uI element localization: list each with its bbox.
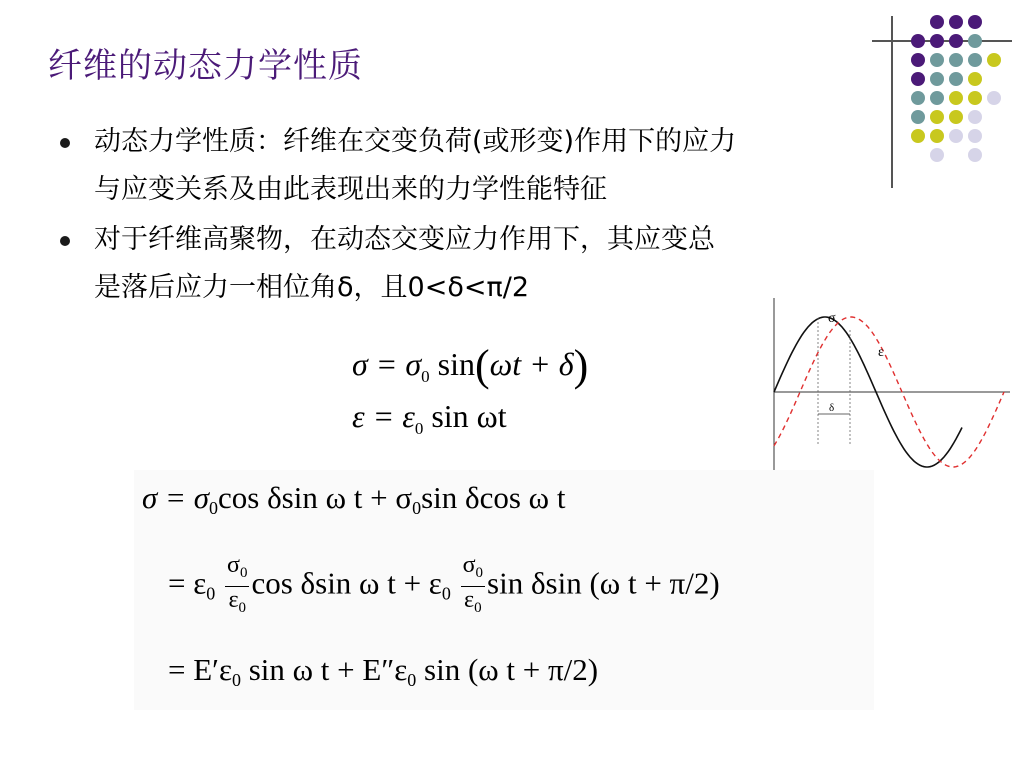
eq-text: σ: [462, 552, 476, 578]
eq-subscript: 0: [231, 670, 241, 690]
eq-subscript: 0: [238, 600, 247, 616]
strain-equation: [352, 398, 507, 439]
decor-dot: [930, 72, 944, 86]
decor-dot: [911, 72, 925, 86]
decor-dot: [949, 91, 963, 105]
decor-dot: [968, 72, 982, 86]
epsilon-label: ε: [878, 345, 884, 360]
eq-text: ε: [228, 587, 239, 613]
eq-subscript: 0: [239, 565, 248, 581]
decor-dot: [949, 72, 963, 86]
decor-dot: [911, 53, 925, 67]
eq-text: σ = σ: [352, 346, 422, 382]
slide-title: 纤维的动态力学性质: [48, 46, 363, 86]
bullet-line: 是落后应力一相位角δ，且0<δ<π/2: [94, 272, 529, 303]
bullet-line: 动态力学性质：纤维在交变负荷(或形变)作用下的应力: [94, 126, 737, 157]
eq-text: sin (ω t + π/2): [416, 652, 599, 687]
eq-text: = E′ε: [168, 652, 232, 687]
eq-text: sin: [429, 346, 475, 382]
bullet-item: [60, 118, 910, 214]
decor-horizontal-line: [872, 40, 1012, 42]
stress-equation: [352, 340, 588, 391]
eq-text: cos δsin ω t + σ: [218, 480, 413, 515]
decor-dot: [949, 15, 963, 29]
decor-dot: [930, 148, 944, 162]
eq-subscript: 0: [475, 565, 484, 581]
decor-dot: [968, 53, 982, 67]
decor-dot: [968, 15, 982, 29]
eq-text: sin δcos ω t: [421, 480, 566, 515]
expansion-line-1: [142, 480, 565, 519]
decor-dot: [968, 91, 982, 105]
eq-subscript: 0: [209, 498, 218, 518]
eq-text: σ: [227, 552, 240, 578]
bullet-dot: [60, 236, 70, 246]
bullet-line: 对于纤维高聚物，在动态交变应力作用下，其应变总: [94, 224, 715, 255]
decor-dot: [911, 129, 925, 143]
eq-text: ωt + δ: [489, 346, 574, 382]
decor-dot: [930, 129, 944, 143]
bullet-list: [60, 118, 910, 314]
eq-subscript: 0: [421, 367, 430, 386]
eq-text: = ε: [168, 565, 207, 601]
expansion-line-2: [168, 552, 720, 621]
eq-subscript: 0: [414, 419, 424, 438]
bullet-dot: [60, 138, 70, 148]
eq-subscript: 0: [206, 583, 216, 604]
delta-label: δ: [829, 402, 835, 414]
eq-text: sin δsin (ω t + π/2): [487, 565, 720, 601]
sigma-label: σ: [828, 311, 836, 326]
decor-dot: [987, 91, 1001, 105]
phase-lag-graph: [766, 296, 1012, 484]
eq-subscript: 0: [407, 670, 417, 690]
eq-paren: (: [475, 341, 490, 390]
expansion-line-3: [168, 652, 598, 691]
eq-text: sin ω t + E″ε: [240, 652, 408, 687]
eq-text: sin ωt: [423, 398, 507, 434]
eq-text: σ = σ: [142, 480, 209, 515]
bullet-line: 与应变关系及由此表现出来的力学性能特征: [94, 174, 607, 205]
decor-dot: [949, 110, 963, 124]
eq-text: ε: [464, 587, 475, 613]
decor-dot: [930, 53, 944, 67]
decor-dot: [987, 53, 1001, 67]
decor-dot: [930, 91, 944, 105]
decor-dot: [930, 15, 944, 29]
decor-dot: [911, 110, 925, 124]
decor-dot: [949, 129, 963, 143]
decor-dot: [968, 110, 982, 124]
decor-dot: [930, 110, 944, 124]
eq-text: cos δsin ω t + ε: [251, 565, 442, 601]
eq-subscript: 0: [412, 498, 422, 518]
decor-dot: [968, 129, 982, 143]
fraction: [461, 552, 485, 621]
decor-dot: [949, 53, 963, 67]
decor-dot: [911, 91, 925, 105]
eq-subscript: 0: [441, 583, 451, 604]
eq-text: ε = ε: [352, 398, 415, 434]
decor-dot: [968, 148, 982, 162]
stress-expansion: [134, 470, 874, 710]
fraction: [225, 552, 249, 621]
eq-subscript: 0: [474, 600, 482, 616]
eq-paren: ): [573, 341, 589, 390]
